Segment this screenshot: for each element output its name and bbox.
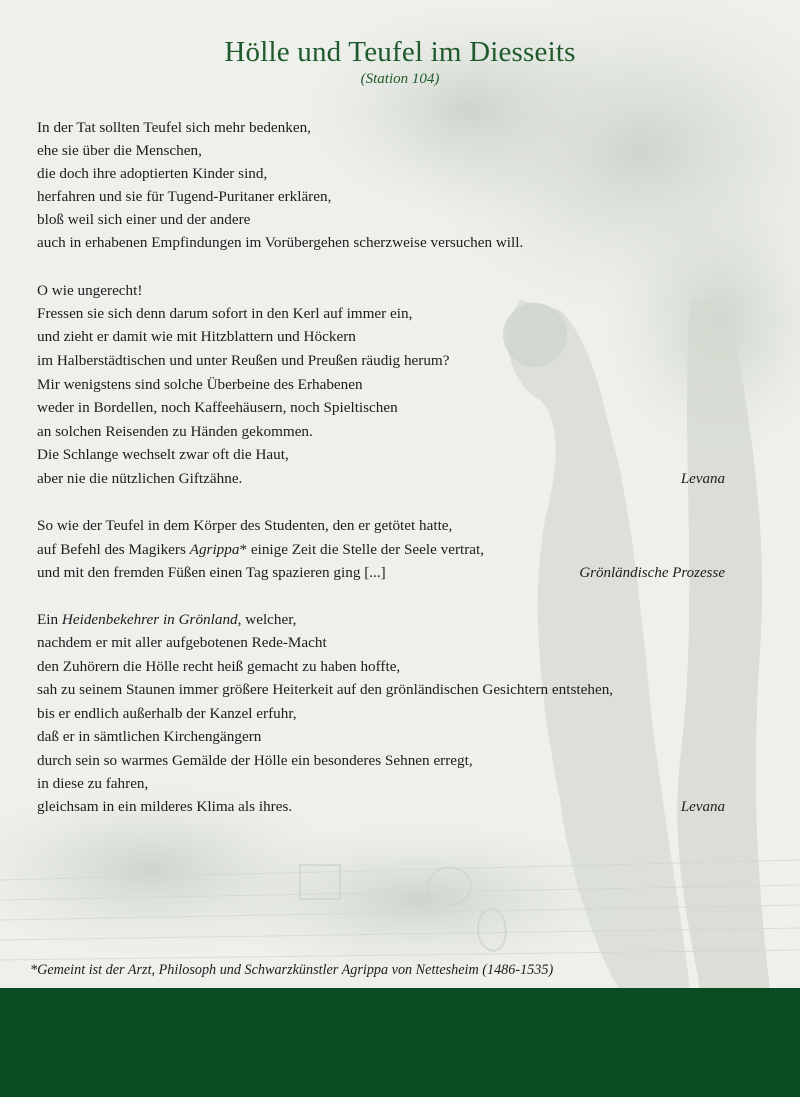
station-subtitle: (Station 104) <box>360 71 440 87</box>
stanza3-line: und mit den fremden Füßen einen Tag spazieren ging [...] <box>37 564 386 581</box>
stanza2-line: Fressen sie sich denn darum sofort in den Kerl auf immer ein, <box>37 305 413 322</box>
stanza4-line <box>37 611 296 629</box>
stanza1-line: ehe sie über die Menschen, <box>37 142 202 159</box>
stanza4-line: daß er in sämtlichen Kirchengängern <box>37 728 262 745</box>
source-attribution: Levana <box>680 471 725 487</box>
source-attribution: Grönländische Prozesse <box>579 565 725 581</box>
agrippa-name: Agrippa <box>189 541 240 558</box>
stanza3-line: So wie der Teufel in dem Körper des Studenten, den er getötet hatte, <box>37 517 453 534</box>
stanza2-line: Mir wenigstens sind solche Überbeine des Erhabenen <box>37 376 363 393</box>
text-segment: , welcher, <box>237 611 297 628</box>
stanza4-line: durch sein so warmes Gemälde der Hölle ein besonderes Sehnen erregt, <box>37 752 473 769</box>
stanza2-line: Die Schlange wechselt zwar oft die Haut, <box>37 446 289 463</box>
text-segment: Ein <box>37 611 62 628</box>
stanza4-line: sah zu seinem Staunen immer größere Heiterkeit auf den grönländischen Gesichtern entstehen, <box>37 681 614 698</box>
stanza4-line: bis er endlich außerhalb der Kanzel erfuhr, <box>37 705 297 722</box>
stanza4-line: den Zuhörern die Hölle recht heiß gemacht zu haben hoffte, <box>37 658 401 675</box>
stanza2-line: an solchen Reisenden zu Händen gekommen. <box>37 423 313 440</box>
stanza1-line: In der Tat sollten Teufel sich mehr bedenken, <box>37 119 311 136</box>
footnote: *Gemeint ist der Arzt, Philosoph und Schwarzkünstler Agrippa von Nettesheim (1486-1535) <box>30 962 554 978</box>
stanza4-line: nachdem er mit aller aufgebotenen Rede-Macht <box>37 634 327 651</box>
stanza2-line: aber nie die nützlichen Giftzähne. <box>37 470 243 487</box>
stanza3-line <box>37 541 484 559</box>
stanza2-line: und zieht er damit wie mit Hitzblattern und Höckern <box>37 328 356 345</box>
text-segment: * einige Zeit die Stelle der Seele vertrat, <box>239 541 485 558</box>
stanza1-line: die doch ihre adoptierten Kinder sind, <box>37 165 268 182</box>
stanza4-line: gleichsam in ein milderes Klima als ihres. <box>37 798 293 815</box>
stanza1-line: herfahren und sie für Tugend-Puritaner erklären, <box>37 188 332 205</box>
page-title: Hölle und Teufel im Diesseits <box>224 36 576 68</box>
stanza2-line: weder in Bordellen, noch Kaffeehäusern, noch Spieltischen <box>37 399 398 416</box>
heidenbekehrer-phrase: Heidenbekehrer in Grönland <box>61 611 238 628</box>
stanza1-line: bloß weil sich einer und der andere <box>37 211 251 228</box>
stanza2-line: im Halberstädtischen und unter Reußen und Preußen räudig herum? <box>37 352 450 369</box>
source-attribution: Levana <box>680 799 725 815</box>
footer-band <box>0 988 800 1097</box>
stanza1-line: auch in erhabenen Empfindungen im Vorübergehen scherzweise versuchen will. <box>37 234 524 251</box>
stanza2-line: O wie ungerecht! <box>37 282 143 299</box>
text-segment: auf Befehl des Magikers <box>37 541 190 558</box>
stanza4-line: in diese zu fahren, <box>37 775 149 792</box>
